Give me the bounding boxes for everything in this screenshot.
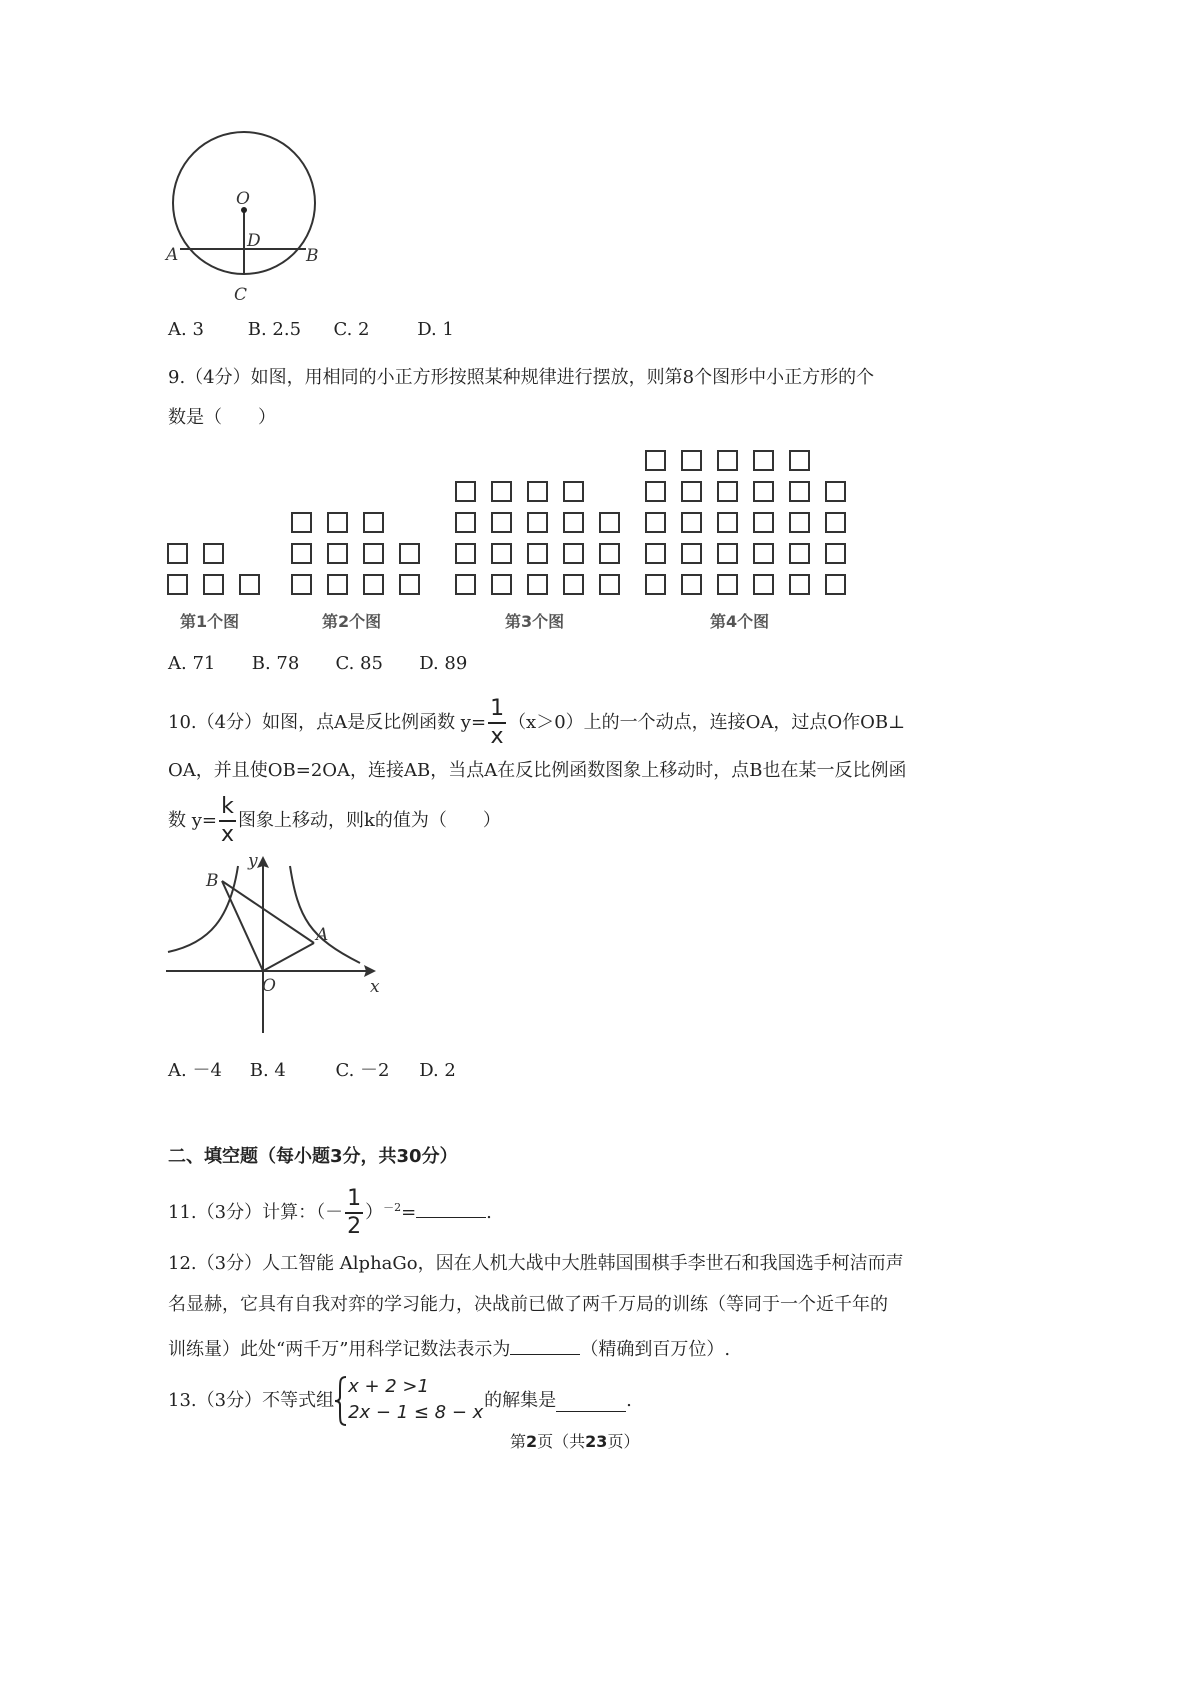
small-square xyxy=(240,575,259,594)
label-o: O xyxy=(236,189,250,209)
small-square xyxy=(718,544,737,563)
label-a: A xyxy=(166,245,179,265)
q12-stem-line3 xyxy=(168,1334,730,1362)
small-square xyxy=(718,513,737,532)
q9-squares-figure xyxy=(160,445,860,640)
small-square xyxy=(292,544,311,563)
small-square xyxy=(456,544,475,563)
small-square xyxy=(682,575,701,594)
q10-fraction-1-over-x xyxy=(488,696,506,750)
small-square xyxy=(600,544,619,563)
q11-answer-blank[interactable] xyxy=(416,1197,486,1218)
section-2-heading: 二、填空题（每小题3分，共30分） xyxy=(168,1146,458,1167)
small-square xyxy=(754,575,773,594)
q13-end: . xyxy=(626,1390,632,1411)
q9-caption-4: 第4个图 xyxy=(710,612,770,631)
frac1-denominator: x xyxy=(490,724,504,749)
small-square xyxy=(492,482,511,501)
small-square xyxy=(564,575,583,594)
q13-inequality-system xyxy=(334,1373,484,1429)
q13-inequality-2: 2x − 1 ≤ 8 − x xyxy=(348,1402,484,1423)
q10-choice-c[interactable]: C. －2 xyxy=(335,1060,390,1081)
label-y: y xyxy=(248,851,258,871)
label-x: x xyxy=(370,977,380,997)
small-square xyxy=(564,544,583,563)
small-square xyxy=(754,451,773,470)
q11-post: ） xyxy=(365,1202,384,1223)
small-square xyxy=(790,482,809,501)
small-square xyxy=(600,513,619,532)
q12-stem-line1: 12.（3分）人工智能 AlphaGo，因在人机大战中大胜韩国围棋手李世石和我国选手柯洁而声 xyxy=(168,1253,904,1274)
curve-second-quadrant xyxy=(168,866,238,952)
small-square xyxy=(328,513,347,532)
q10-stem-line2: OA，并且使OB=2OA，连接AB，当点A在反比例函数图象上移动时，点B也在某一反比例函 xyxy=(168,760,907,781)
q10-hyperbola-figure xyxy=(160,848,400,1038)
small-square xyxy=(682,482,701,501)
page-footer xyxy=(510,1430,639,1454)
q13-inequality-1: x + 2 >1 xyxy=(348,1376,429,1397)
q13-answer-blank[interactable] xyxy=(556,1391,626,1412)
small-square xyxy=(328,544,347,563)
label-c: C xyxy=(234,285,248,305)
small-square xyxy=(682,513,701,532)
small-square xyxy=(328,575,347,594)
q11-pre: 11.（3分）计算：（－ xyxy=(168,1202,344,1223)
frac2-numerator: k xyxy=(219,794,236,822)
small-square xyxy=(528,575,547,594)
footer-post: 页） xyxy=(607,1432,640,1451)
label-b: B xyxy=(306,246,319,266)
footer-pre: 第 xyxy=(510,1432,527,1451)
q9-caption-2: 第2个图 xyxy=(322,612,382,631)
small-square xyxy=(364,513,383,532)
small-square xyxy=(826,575,845,594)
segment-oa xyxy=(263,943,314,971)
q8-choice-a[interactable]: A. 3 xyxy=(168,319,204,340)
q9-caption-1: 第1个图 xyxy=(180,612,240,631)
small-square xyxy=(754,513,773,532)
q12-line3-pre: 训练量）此处“两千万”用科学记数法表示为 xyxy=(168,1339,511,1360)
q8-choices xyxy=(168,318,454,342)
small-square xyxy=(528,544,547,563)
label-o: O xyxy=(262,976,276,996)
small-square xyxy=(564,482,583,501)
small-square xyxy=(492,513,511,532)
q11-frac-denominator: 2 xyxy=(347,1214,362,1239)
label-a: A xyxy=(316,925,329,945)
label-b: B xyxy=(206,871,219,891)
q12-line3-post: （精确到百万位）. xyxy=(580,1339,731,1360)
q13-pre: 13.（3分）不等式组 xyxy=(168,1390,335,1411)
frac1-numerator: 1 xyxy=(488,696,506,724)
q11-end: . xyxy=(486,1202,492,1223)
small-square xyxy=(400,575,419,594)
small-square xyxy=(168,544,187,563)
q11-stem xyxy=(168,1186,492,1240)
small-square xyxy=(400,544,419,563)
small-square xyxy=(826,513,845,532)
q9-caption-3: 第3个图 xyxy=(505,612,565,631)
q9-choice-c[interactable]: C. 85 xyxy=(335,653,383,674)
q10-line3-pre: 数 y= xyxy=(168,810,217,831)
q8-choice-c[interactable]: C. 2 xyxy=(333,319,370,340)
q11-eq: = xyxy=(401,1202,417,1223)
footer-total-pages: 23 xyxy=(585,1432,608,1451)
small-square xyxy=(682,544,701,563)
small-square xyxy=(790,575,809,594)
small-square xyxy=(528,482,547,501)
small-square xyxy=(682,451,701,470)
q10-choices xyxy=(168,1059,456,1083)
small-square xyxy=(646,575,665,594)
small-square xyxy=(528,513,547,532)
small-square xyxy=(492,544,511,563)
small-square xyxy=(492,575,511,594)
small-square xyxy=(456,513,475,532)
label-d: D xyxy=(247,231,261,251)
small-square xyxy=(456,482,475,501)
small-square xyxy=(646,482,665,501)
q10-line1-pre: 10.（4分）如图，点A是反比例函数 y= xyxy=(168,712,487,733)
q8-choice-b[interactable]: B. 2.5 xyxy=(247,319,302,340)
q9-choice-b[interactable]: B. 78 xyxy=(251,653,300,674)
small-square xyxy=(826,544,845,563)
q9-choices xyxy=(168,652,467,676)
small-square xyxy=(600,575,619,594)
q8-circle-figure xyxy=(160,130,340,310)
small-square xyxy=(790,513,809,532)
q12-answer-blank[interactable] xyxy=(510,1334,580,1355)
q10-choice-d[interactable]: D. 2 xyxy=(419,1060,456,1081)
q10-choice-b[interactable]: B. 4 xyxy=(249,1060,286,1081)
q13-post: 的解集是 xyxy=(484,1390,557,1411)
small-square xyxy=(204,575,223,594)
q10-fraction-k-over-x xyxy=(219,794,236,848)
q10-stem-line3 xyxy=(168,794,501,848)
small-square xyxy=(204,544,223,563)
q13-stem xyxy=(168,1373,632,1429)
q8-choice-d[interactable]: D. 1 xyxy=(417,319,454,340)
footer-page-number: 2 xyxy=(526,1432,538,1451)
small-square xyxy=(292,575,311,594)
q9-square-grid xyxy=(168,451,845,594)
q11-frac-numerator: 1 xyxy=(345,1186,363,1214)
q9-choice-a[interactable]: A. 71 xyxy=(168,653,216,674)
q9-choice-d[interactable]: D. 89 xyxy=(419,653,468,674)
small-square xyxy=(646,513,665,532)
small-square xyxy=(718,482,737,501)
small-square xyxy=(718,451,737,470)
small-square xyxy=(754,544,773,563)
small-square xyxy=(646,451,665,470)
q9-stem-line1: 9.（4分）如图，用相同的小正方形按照某种规律进行摆放，则第8个图形中小正方形的个 xyxy=(168,367,875,388)
small-square xyxy=(292,513,311,532)
small-square xyxy=(564,513,583,532)
q12-stem-line2: 名显赫，它具有自我对弈的学习能力，决战前已做了两千万局的训练（等同于一个近千年的 xyxy=(168,1294,888,1315)
q10-line3-post: 图象上移动，则k的值为（ ） xyxy=(238,810,501,831)
q9-stem-line2: 数是（ ） xyxy=(168,407,276,428)
small-square xyxy=(754,482,773,501)
small-square xyxy=(826,482,845,501)
q11-fraction-half xyxy=(345,1186,363,1240)
footer-mid: 页（共 xyxy=(537,1432,586,1451)
q11-exponent: －2 xyxy=(383,1201,402,1214)
small-square xyxy=(456,575,475,594)
q10-line1-post: （x＞0）上的一个动点，连接OA，过点O作OB⊥ xyxy=(508,712,906,733)
frac2-denominator: x xyxy=(220,822,235,847)
left-brace-icon xyxy=(334,1375,348,1427)
small-square xyxy=(790,451,809,470)
curve-first-quadrant xyxy=(290,866,360,963)
small-square xyxy=(718,575,737,594)
small-square xyxy=(790,544,809,563)
q10-stem-line1 xyxy=(168,696,905,750)
small-square xyxy=(168,575,187,594)
small-square xyxy=(364,575,383,594)
small-square xyxy=(646,544,665,563)
small-square xyxy=(364,544,383,563)
q10-choice-a[interactable]: A. －4 xyxy=(168,1060,222,1081)
